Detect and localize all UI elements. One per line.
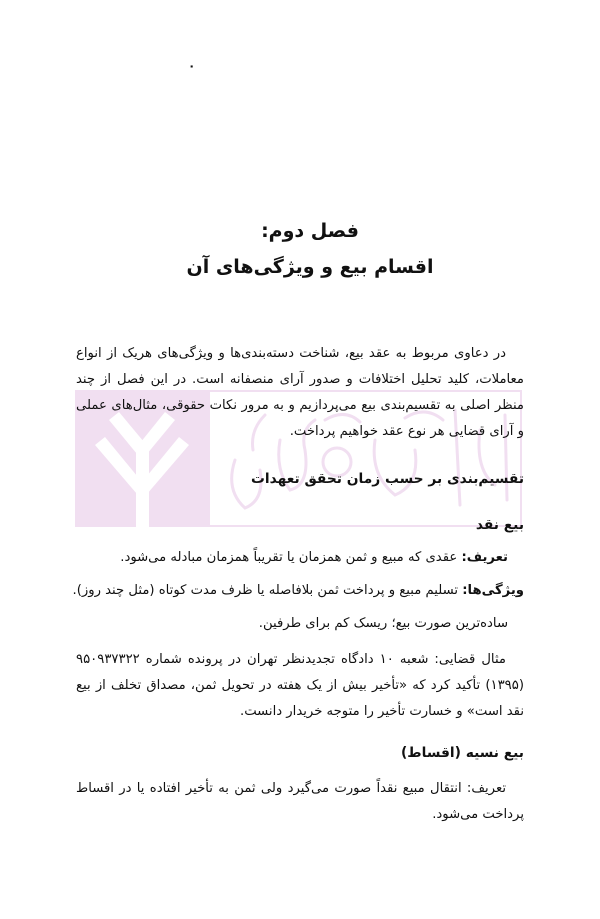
intro-paragraph: در دعاوی مربوط به عقد بیع، شناخت دسته‌بندی‌ها و ویژگی‌های هریک از انواع معاملات، کلید تحلیل اختلافات و صدور آرای منصفانه است. در این فصل از چند منظر اصلی به تقسیم‌بندی بیع می‌پردازیم و به مرور نکات حقوقی، مثال‌های عملی و آرای قضایی هر نوع عقد خواهیم پرداخت.	[76, 346, 524, 439]
chapter-title: اقسام بیع و ویژگی‌های آن	[186, 256, 434, 278]
cash-sale-features	[73, 581, 525, 601]
cash-sale-heading: بیع نقد	[475, 517, 524, 533]
definition-label: تعریف:	[461, 550, 508, 565]
definition-text: عقدی که مبیع و ثمن همزمان یا تقریباً همزمان مبادله می‌شود.	[120, 550, 462, 565]
page-mark: ۰	[188, 59, 196, 73]
installment-sale-heading: بیع نسیه (اقساط)	[401, 745, 524, 761]
judicial-example: مثال قضایی: شعبه ۱۰ دادگاه تجدیدنظر تهران در پرونده شماره ۹۵۰۹۳۷۳۲۲ (۱۳۹۵) تأکید کرد که «تأخیر بیش از یک هفته در تحویل ثمن، مصداق تخلف از بیع نقد است» و خسارت تأخیر را متوجه خریدار دانست.	[76, 652, 524, 719]
features-text: تسلیم مبیع و پرداخت ثمن بلافاصله یا ظرف مدت کوتاه (مثل چند روز).	[72, 583, 463, 598]
cash-sale-note: ساده‌ترین صورت بیع؛ ریسک کم برای طرفین.	[258, 616, 508, 631]
cash-sale-definition	[120, 548, 508, 568]
chapter-label: فصل دوم:	[261, 220, 359, 242]
installment-definition: تعریف: انتقال مبیع نقداً صورت می‌گیرد ولی ثمن به تأخیر افتاده یا در اقساط پرداخت می‌شود.	[76, 781, 524, 822]
section-heading: تقسیم‌بندی بر حسب زمان تحقق تعهدات	[251, 471, 524, 487]
features-label: ویژگی‌ها:	[462, 583, 524, 598]
